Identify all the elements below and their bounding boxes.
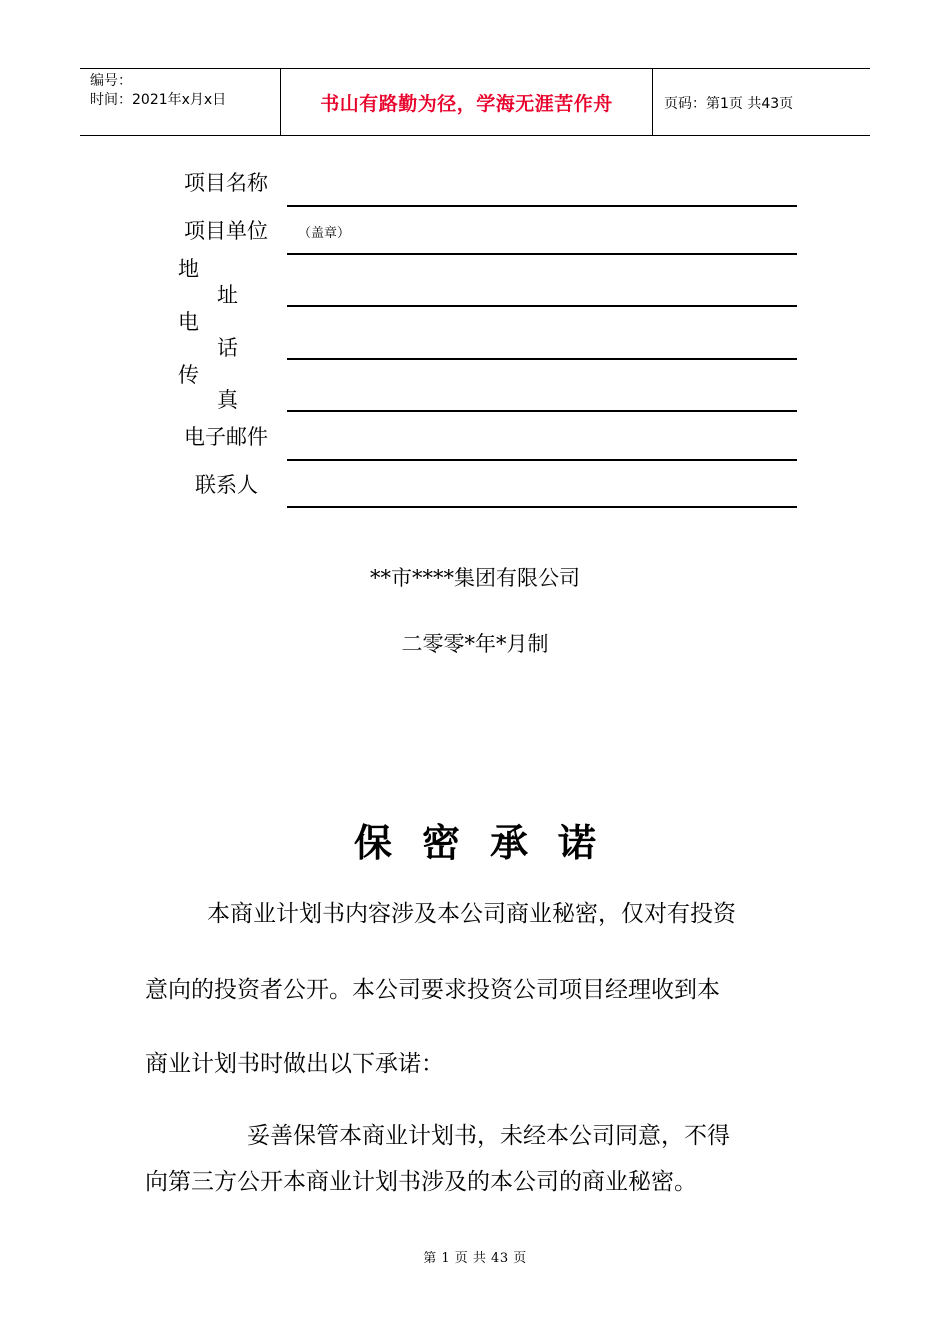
project-unit-line — [287, 253, 797, 255]
label-fax-1: 传 — [178, 363, 199, 387]
email-line — [287, 459, 797, 461]
address-line — [287, 305, 797, 307]
date-made: 二零零*年*月制 — [401, 632, 549, 656]
label-address-2: 址 — [217, 283, 238, 307]
seal-note: （盖章） — [298, 226, 351, 241]
company-name: **市****集团有限公司 — [370, 566, 580, 590]
number-label: 编号： — [90, 73, 132, 89]
label-fax-2: 真 — [217, 388, 238, 412]
label-contact: 联系人 — [195, 473, 258, 497]
page-header — [80, 68, 870, 136]
paragraph-line-5: 向第三方公开本商业计划书涉及的本公司的商业秘密。 — [145, 1169, 697, 1195]
header-meta — [80, 69, 281, 135]
label-project-name: 项目名称 — [184, 171, 268, 195]
section-title: 保密承诺 — [353, 820, 626, 865]
paragraph-line-3: 商业计划书时做出以下承诺： — [145, 1051, 444, 1077]
phone-line — [287, 358, 797, 360]
paragraph-line-1: 本商业计划书内容涉及本公司商业秘密，仅对有投资 — [207, 901, 736, 927]
label-phone-1: 电 — [178, 310, 199, 334]
fax-line — [287, 410, 797, 412]
paragraph-line-2: 意向的投资者公开。本公司要求投资公司项目经理收到本 — [145, 977, 720, 1003]
label-email: 电子邮件 — [184, 425, 268, 449]
page-footer: 第 1 页 共 43 页 — [423, 1251, 527, 1266]
label-phone-2: 话 — [217, 336, 238, 360]
label-address-1: 地 — [178, 257, 199, 281]
project-name-line — [287, 205, 797, 207]
label-project-unit: 项目单位 — [184, 219, 268, 243]
contact-line — [287, 506, 797, 508]
header-page-info: 页码：第1页 共43页 — [664, 96, 794, 112]
time-label: 时间：2021年x月x日 — [90, 92, 227, 108]
header-motto: 书山有路勤为径，学海无涯苦作舟 — [281, 69, 653, 135]
paragraph-line-4: 妥善保管本商业计划书，未经本公司同意，不得 — [247, 1123, 730, 1149]
